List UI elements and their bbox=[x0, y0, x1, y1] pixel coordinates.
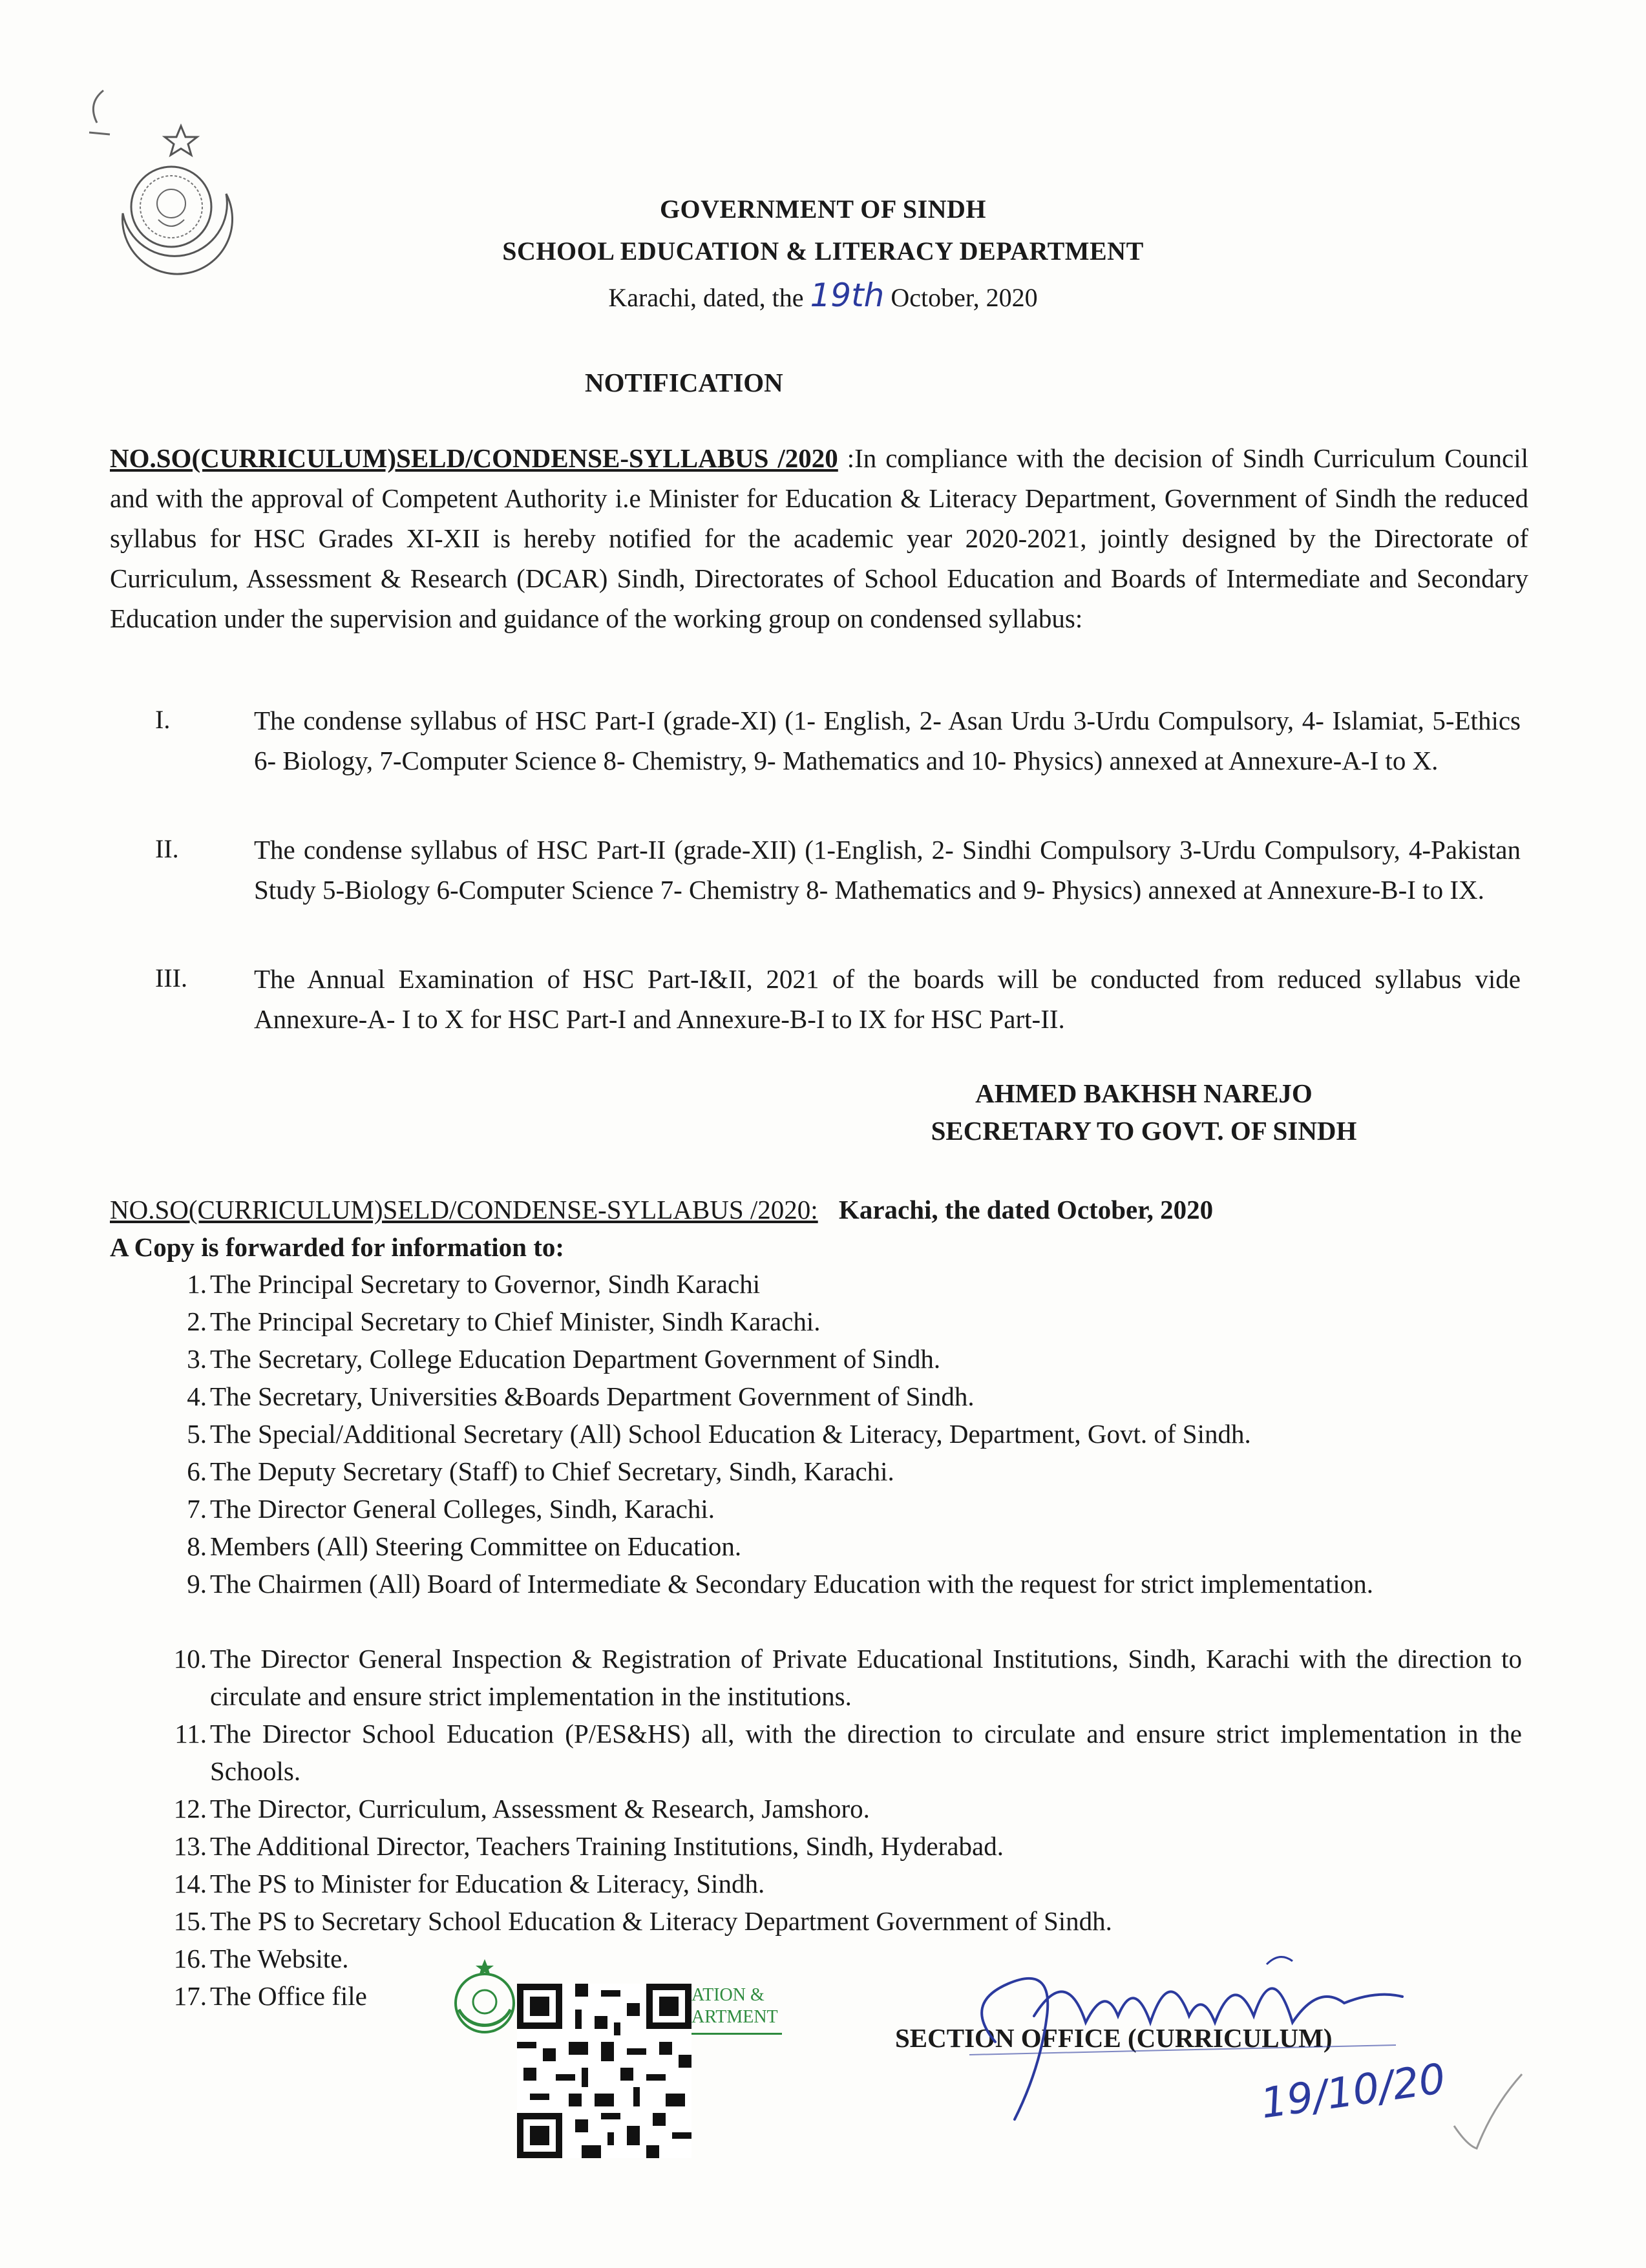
header-department: SCHOOL EDUCATION & LITERACY DEPARTMENT bbox=[502, 236, 1144, 266]
signatory-designation: SECRETARY TO GOVT. OF SINDH bbox=[931, 1116, 1357, 1146]
copy-ref: NO.SO(CURRICULUM)SELD/CONDENSE-SYLLABUS /2020: bbox=[110, 1195, 818, 1224]
copy-dated: Karachi, the dated October, 2020 bbox=[838, 1195, 1214, 1224]
copy-heading: A Copy is forwarded for information to: bbox=[110, 1232, 565, 1262]
point-text: The Annual Examination of HSC Part-I&II, 2021 of the boards will be conducted from reduced syllabus vide Annexure-A- I to X for HSC Part-I and Annexure-B-I to IX for HSC Part-II. bbox=[254, 964, 1521, 1034]
notification-ref: NO.SO(CURRICULUM)SELD/CONDENSE-SYLLABUS /2020 bbox=[110, 443, 838, 473]
point-num: III. bbox=[155, 963, 187, 992]
signature-date: 19/10/20 bbox=[1258, 2055, 1449, 2128]
stamp-emblem-icon bbox=[446, 1958, 523, 2042]
check-mark bbox=[1448, 2068, 1525, 2152]
date-prefix: Karachi, dated, the bbox=[608, 283, 804, 312]
point-num: I. bbox=[155, 705, 171, 734]
notification-title: NOTIFICATION bbox=[585, 368, 783, 397]
notification-text: :In compliance with the decision of Sindh Curriculum Council and with the approval of Competent Authority i.e Minister for Education & Literacy Department, Government of Sindh the reduced syllabus for HSC Grades XI-XII is hereby notified for the academic year 2020-2021, jointly designed by the Directorate of Curriculum, Assessment & Research (DCAR) Sindh, Directorates of School Education and Boards of Intermediate and Secondary Education under the supervision and guidance of the working group on condensed syllabus: bbox=[110, 443, 1528, 633]
stamp-line2: ARTMENT bbox=[691, 2007, 778, 2027]
section-office: SECTION OFFICE (CURRICULUM) bbox=[895, 2023, 1333, 2053]
date-suffix: October, 2020 bbox=[891, 283, 1038, 312]
qr-code bbox=[517, 1984, 691, 2158]
copy-ref-line bbox=[110, 1194, 1213, 1225]
header-date bbox=[0, 277, 1646, 314]
point-text: The condense syllabus of HSC Part-II (grade-XII) (1-English, 2- Sindhi Compulsory 3-Urdu Compulsory, 4-Pakistan Study 5-Biology 6-Computer Science 7- Chemistry 8- Mathematics and 9- Physics) annexed at Annexure-B-I to IX. bbox=[254, 835, 1521, 905]
signatory-name: AHMED BAKHSH NAREJO bbox=[975, 1078, 1313, 1108]
header-government: GOVERNMENT OF SINDH bbox=[659, 194, 987, 224]
stamp-line1: ATION & bbox=[691, 1985, 765, 2005]
date-handwritten: 19th bbox=[810, 277, 885, 314]
point-text: The condense syllabus of HSC Part-I (grade-XI) (1- English, 2- Asan Urdu 3-Urdu Compulsory, 4- Islamiat, 5-Ethics 6- Biology, 7-Computer Science 8- Chemistry, 9- Mathematics and 10- Physics) annexed at Annexure-A-I to X. bbox=[254, 706, 1521, 775]
pen-mark bbox=[78, 84, 129, 142]
point-num: II. bbox=[155, 834, 179, 863]
notification-body bbox=[110, 438, 1528, 638]
